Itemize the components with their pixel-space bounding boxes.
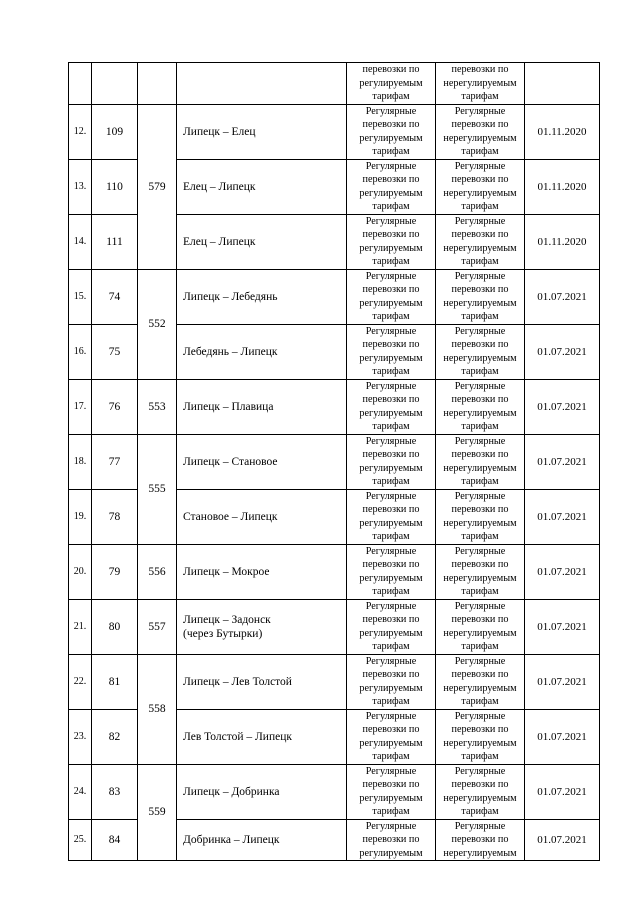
type-lines bbox=[347, 215, 435, 269]
cell-new-transport-type bbox=[436, 63, 525, 105]
new-type-line: перевозки по bbox=[451, 669, 509, 680]
new-type-line: тарифам bbox=[461, 641, 499, 652]
cell-route-number: 555 bbox=[138, 434, 177, 544]
cell-new-transport-type bbox=[436, 269, 525, 324]
type-line: перевозки по bbox=[362, 174, 420, 185]
cell-route-name bbox=[177, 214, 347, 269]
new-type-line: перевозки по bbox=[451, 724, 509, 735]
type-line: регулируемым bbox=[359, 132, 423, 144]
type-line: перевозки по bbox=[362, 449, 420, 460]
cell-date: 01.07.2021 bbox=[525, 599, 600, 654]
cell-num: 22. bbox=[69, 654, 92, 709]
new-type-line: Регулярные bbox=[454, 710, 506, 722]
type-line: Регулярные bbox=[365, 325, 417, 337]
cell-route-name bbox=[177, 63, 347, 105]
new-type-line: нерегулируемым bbox=[443, 132, 517, 144]
cell-reg-number: 80 bbox=[92, 599, 138, 654]
cell-route-name bbox=[177, 104, 347, 159]
new-type-line: перевозки по bbox=[451, 504, 509, 515]
cell-reg-number: 74 bbox=[92, 269, 138, 324]
new-type-lines bbox=[436, 380, 524, 434]
routes-table bbox=[68, 62, 600, 861]
type-line: тарифам bbox=[372, 806, 410, 817]
new-type-line: нерегулируемым bbox=[443, 407, 517, 419]
new-type-line: Регулярные bbox=[454, 435, 506, 447]
cell-new-transport-type bbox=[436, 819, 525, 861]
cell-date: 01.07.2021 bbox=[525, 434, 600, 489]
type-line: тарифам bbox=[372, 146, 410, 157]
new-type-lines bbox=[436, 545, 524, 599]
type-line: Регулярные bbox=[365, 270, 417, 282]
new-type-line: Регулярные bbox=[454, 270, 506, 282]
type-line: регулируемым bbox=[359, 517, 423, 529]
route-name-line: Липецк – Мокрое bbox=[183, 565, 270, 578]
type-line: тарифам bbox=[372, 641, 410, 652]
cell-reg-number: 82 bbox=[92, 709, 138, 764]
new-type-lines bbox=[436, 710, 524, 764]
cell-route-name bbox=[177, 544, 347, 599]
cell-route-number: 579 bbox=[138, 104, 177, 269]
type-line: Регулярные bbox=[365, 380, 417, 392]
new-type-line: нерегулируемым bbox=[443, 737, 517, 749]
new-type-line: Регулярные bbox=[454, 655, 506, 667]
cell-route-name bbox=[177, 489, 347, 544]
cell-transport-type bbox=[347, 654, 436, 709]
type-line: регулируемым bbox=[359, 792, 423, 804]
cell-date: 01.07.2021 bbox=[525, 489, 600, 544]
cell-num: 12. bbox=[69, 104, 92, 159]
cell-transport-type bbox=[347, 709, 436, 764]
cell-route-name bbox=[177, 709, 347, 764]
new-type-line: нерегулируемым bbox=[443, 242, 517, 254]
new-type-line: перевозки по bbox=[451, 64, 509, 75]
cell-transport-type bbox=[347, 434, 436, 489]
type-lines bbox=[347, 710, 435, 764]
route-name-line: Лев Толстой – Липецк bbox=[183, 730, 292, 743]
type-lines bbox=[347, 545, 435, 599]
new-type-line: Регулярные bbox=[454, 380, 506, 392]
new-type-line: Регулярные bbox=[454, 160, 506, 172]
cell-route-name bbox=[177, 654, 347, 709]
type-line: Регулярные bbox=[365, 490, 417, 502]
type-line: регулируемым bbox=[359, 297, 423, 309]
cell-route-number: 558 bbox=[138, 654, 177, 764]
cell-reg-number bbox=[92, 63, 138, 105]
cell-num: 24. bbox=[69, 764, 92, 819]
route-name-line: Добринка – Липецк bbox=[183, 833, 280, 846]
type-line: перевозки по bbox=[362, 614, 420, 625]
new-type-line: Регулярные bbox=[454, 215, 506, 227]
cell-date: 01.07.2021 bbox=[525, 269, 600, 324]
table-row bbox=[69, 434, 600, 489]
cell-new-transport-type bbox=[436, 599, 525, 654]
cell-date: 01.07.2021 bbox=[525, 709, 600, 764]
type-line: тарифам bbox=[372, 476, 410, 487]
cell-route-name bbox=[177, 159, 347, 214]
cell-num: 20. bbox=[69, 544, 92, 599]
cell-date: 01.11.2020 bbox=[525, 214, 600, 269]
type-line: тарифам bbox=[372, 366, 410, 377]
cell-transport-type bbox=[347, 214, 436, 269]
type-lines bbox=[347, 105, 435, 159]
route-name-line: Елец – Липецк bbox=[183, 235, 256, 248]
cell-date: 01.07.2021 bbox=[525, 544, 600, 599]
type-line: перевозки по bbox=[362, 64, 420, 75]
cell-num: 21. bbox=[69, 599, 92, 654]
type-line: перевозки по bbox=[362, 669, 420, 680]
route-name-line: Елец – Липецк bbox=[183, 180, 256, 193]
new-type-line: тарифам bbox=[461, 366, 499, 377]
new-type-lines bbox=[436, 270, 524, 324]
new-type-line: тарифам bbox=[461, 751, 499, 762]
new-type-line: нерегулируемым bbox=[443, 77, 517, 89]
cell-reg-number: 76 bbox=[92, 379, 138, 434]
type-line: Регулярные bbox=[365, 600, 417, 612]
type-line: регулируемым bbox=[359, 77, 423, 89]
table-row bbox=[69, 544, 600, 599]
type-line: регулируемым bbox=[359, 242, 423, 254]
type-line: тарифам bbox=[372, 256, 410, 267]
type-line: перевозки по bbox=[362, 724, 420, 735]
route-name-line: Липецк – Задонск bbox=[183, 613, 271, 626]
new-type-lines bbox=[436, 655, 524, 709]
type-line: Регулярные bbox=[365, 215, 417, 227]
type-line: Регулярные bbox=[365, 105, 417, 117]
new-type-lines bbox=[436, 765, 524, 819]
type-line: регулируемым bbox=[359, 572, 423, 584]
cell-reg-number: 81 bbox=[92, 654, 138, 709]
cell-date: 01.07.2021 bbox=[525, 379, 600, 434]
cell-num: 14. bbox=[69, 214, 92, 269]
type-line: перевозки по bbox=[362, 394, 420, 405]
new-type-line: перевозки по bbox=[451, 284, 509, 295]
new-type-line: нерегулируемым bbox=[443, 627, 517, 639]
new-type-line: нерегулируемым bbox=[443, 682, 517, 694]
type-line: регулируемым bbox=[359, 352, 423, 364]
cell-num: 25. bbox=[69, 819, 92, 861]
cell-reg-number: 110 bbox=[92, 159, 138, 214]
cell-reg-number: 83 bbox=[92, 764, 138, 819]
cell-route-number: 559 bbox=[138, 764, 177, 861]
table-row bbox=[69, 379, 600, 434]
cell-date bbox=[525, 63, 600, 105]
type-line: Регулярные bbox=[365, 435, 417, 447]
cell-route-name bbox=[177, 819, 347, 861]
new-type-lines bbox=[436, 160, 524, 214]
cell-transport-type bbox=[347, 63, 436, 105]
new-type-line: тарифам bbox=[461, 696, 499, 707]
new-type-line: перевозки по bbox=[451, 779, 509, 790]
type-line: тарифам bbox=[372, 91, 410, 102]
type-line: тарифам bbox=[372, 586, 410, 597]
continuation-row bbox=[69, 63, 600, 105]
new-type-line: Регулярные bbox=[454, 600, 506, 612]
type-line: тарифам bbox=[372, 201, 410, 212]
new-type-line: нерегулируемым bbox=[443, 352, 517, 364]
new-type-line: Регулярные bbox=[454, 490, 506, 502]
new-type-line: Регулярные bbox=[454, 545, 506, 557]
new-type-line: Регулярные bbox=[454, 325, 506, 337]
type-lines bbox=[347, 600, 435, 654]
type-lines bbox=[347, 655, 435, 709]
routes-table-body bbox=[69, 63, 600, 861]
new-type-line: перевозки по bbox=[451, 449, 509, 460]
cell-transport-type bbox=[347, 324, 436, 379]
cell-new-transport-type bbox=[436, 654, 525, 709]
cell-transport-type bbox=[347, 269, 436, 324]
cell-reg-number: 77 bbox=[92, 434, 138, 489]
new-type-line: перевозки по bbox=[451, 339, 509, 350]
new-type-line: перевозки по bbox=[451, 394, 509, 405]
cell-transport-type bbox=[347, 379, 436, 434]
new-type-lines bbox=[436, 490, 524, 544]
cell-route-number bbox=[138, 63, 177, 105]
cell-new-transport-type bbox=[436, 159, 525, 214]
cell-num: 15. bbox=[69, 269, 92, 324]
cell-new-transport-type bbox=[436, 214, 525, 269]
route-name-line: Липецк – Лебедянь bbox=[183, 290, 278, 303]
cell-reg-number: 111 bbox=[92, 214, 138, 269]
new-type-line: тарифам bbox=[461, 476, 499, 487]
new-type-line: перевозки по bbox=[451, 119, 509, 130]
table-row bbox=[69, 764, 600, 819]
new-type-line: перевозки по bbox=[451, 614, 509, 625]
new-type-line: перевозки по bbox=[451, 834, 509, 845]
cell-num: 18. bbox=[69, 434, 92, 489]
cell-route-number: 553 bbox=[138, 379, 177, 434]
type-line: тарифам bbox=[372, 751, 410, 762]
type-line: перевозки по bbox=[362, 559, 420, 570]
new-type-line: тарифам bbox=[461, 531, 499, 542]
cell-date: 01.07.2021 bbox=[525, 764, 600, 819]
new-type-line: перевозки по bbox=[451, 559, 509, 570]
route-name-line: Липецк – Лев Толстой bbox=[183, 675, 292, 688]
new-type-lines bbox=[436, 105, 524, 159]
cell-transport-type bbox=[347, 764, 436, 819]
new-type-line: тарифам bbox=[461, 91, 499, 102]
cell-transport-type bbox=[347, 599, 436, 654]
type-line: Регулярные bbox=[365, 545, 417, 557]
cell-new-transport-type bbox=[436, 709, 525, 764]
new-type-line: нерегулируемым bbox=[443, 517, 517, 529]
cell-new-transport-type bbox=[436, 489, 525, 544]
route-name-line: Лебедянь – Липецк bbox=[183, 345, 278, 358]
type-line: перевозки по bbox=[362, 284, 420, 295]
new-type-line: Регулярные bbox=[454, 765, 506, 777]
table-row bbox=[69, 269, 600, 324]
new-type-line: тарифам bbox=[461, 256, 499, 267]
new-type-line: Регулярные bbox=[454, 820, 506, 832]
new-type-line: перевозки по bbox=[451, 174, 509, 185]
cell-route-name bbox=[177, 379, 347, 434]
type-line: перевозки по bbox=[362, 119, 420, 130]
type-line: регулируемым bbox=[359, 682, 423, 694]
cell-new-transport-type bbox=[436, 434, 525, 489]
cell-date: 01.11.2020 bbox=[525, 159, 600, 214]
cell-date: 01.07.2021 bbox=[525, 819, 600, 861]
type-line: перевозки по bbox=[362, 779, 420, 790]
new-type-line: тарифам bbox=[461, 146, 499, 157]
cell-num: 17. bbox=[69, 379, 92, 434]
type-line: перевозки по bbox=[362, 504, 420, 515]
cell-route-number: 552 bbox=[138, 269, 177, 379]
type-line: тарифам bbox=[372, 696, 410, 707]
cell-new-transport-type bbox=[436, 544, 525, 599]
table-row bbox=[69, 599, 600, 654]
type-line: Регулярные bbox=[365, 710, 417, 722]
new-type-line: тарифам bbox=[461, 586, 499, 597]
type-line: Регулярные bbox=[365, 160, 417, 172]
cell-num bbox=[69, 63, 92, 105]
route-name-line: Становое – Липецк bbox=[183, 510, 278, 523]
cell-transport-type bbox=[347, 819, 436, 861]
route-name-line: Липецк – Плавица bbox=[183, 400, 274, 413]
new-type-line: нерегулируемым bbox=[443, 462, 517, 474]
new-type-lines bbox=[436, 820, 524, 861]
table-row bbox=[69, 654, 600, 709]
new-type-line: нерегулируемым bbox=[443, 187, 517, 199]
new-type-line: нерегулируемым bbox=[443, 297, 517, 309]
route-name-line: Липецк – Елец bbox=[183, 125, 256, 138]
type-line: тарифам bbox=[372, 531, 410, 542]
new-type-line: нерегулируемым bbox=[443, 847, 517, 859]
new-type-lines bbox=[436, 325, 524, 379]
cell-num: 16. bbox=[69, 324, 92, 379]
cell-route-name bbox=[177, 764, 347, 819]
cell-new-transport-type bbox=[436, 104, 525, 159]
new-type-line: тарифам bbox=[461, 311, 499, 322]
type-lines bbox=[347, 435, 435, 489]
cell-date: 01.07.2021 bbox=[525, 654, 600, 709]
route-name-line: Липецк – Становое bbox=[183, 455, 278, 468]
table-row bbox=[69, 104, 600, 159]
cell-reg-number: 78 bbox=[92, 489, 138, 544]
type-lines bbox=[347, 820, 435, 861]
new-type-line: Регулярные bbox=[454, 105, 506, 117]
type-lines bbox=[347, 380, 435, 434]
cell-route-name bbox=[177, 269, 347, 324]
type-line: Регулярные bbox=[365, 655, 417, 667]
cell-transport-type bbox=[347, 159, 436, 214]
type-lines bbox=[347, 490, 435, 544]
type-lines bbox=[347, 270, 435, 324]
new-type-line: нерегулируемым bbox=[443, 572, 517, 584]
new-type-line: нерегулируемым bbox=[443, 792, 517, 804]
cell-num: 23. bbox=[69, 709, 92, 764]
cell-route-name bbox=[177, 434, 347, 489]
new-type-line: перевозки по bbox=[451, 229, 509, 240]
cell-reg-number: 79 bbox=[92, 544, 138, 599]
type-line: регулируемым bbox=[359, 737, 423, 749]
cell-reg-number: 75 bbox=[92, 324, 138, 379]
route-name-line: (через Бутырки) bbox=[183, 627, 263, 640]
cell-route-number: 557 bbox=[138, 599, 177, 654]
type-line: тарифам bbox=[372, 421, 410, 432]
cell-reg-number: 84 bbox=[92, 819, 138, 861]
type-line: перевозки по bbox=[362, 339, 420, 350]
type-line: регулируемым bbox=[359, 187, 423, 199]
type-line: регулируемым bbox=[359, 627, 423, 639]
new-type-line: тарифам bbox=[461, 806, 499, 817]
cell-transport-type bbox=[347, 104, 436, 159]
cell-date: 01.07.2021 bbox=[525, 324, 600, 379]
type-line: Регулярные bbox=[365, 820, 417, 832]
new-type-lines bbox=[436, 215, 524, 269]
type-line: перевозки по bbox=[362, 834, 420, 845]
cell-new-transport-type bbox=[436, 324, 525, 379]
type-lines bbox=[347, 325, 435, 379]
cell-date: 01.11.2020 bbox=[525, 104, 600, 159]
type-line: Регулярные bbox=[365, 765, 417, 777]
new-type-line: тарифам bbox=[461, 421, 499, 432]
type-line: регулируемым bbox=[359, 407, 423, 419]
cell-transport-type bbox=[347, 544, 436, 599]
cell-new-transport-type bbox=[436, 764, 525, 819]
type-line: регулируемым bbox=[359, 462, 423, 474]
cell-num: 13. bbox=[69, 159, 92, 214]
cell-num: 19. bbox=[69, 489, 92, 544]
cell-reg-number: 109 bbox=[92, 104, 138, 159]
type-line: перевозки по bbox=[362, 229, 420, 240]
cell-transport-type bbox=[347, 489, 436, 544]
cell-new-transport-type bbox=[436, 379, 525, 434]
type-lines bbox=[347, 160, 435, 214]
route-name-line: Липецк – Добринка bbox=[183, 785, 280, 798]
type-line: тарифам bbox=[372, 311, 410, 322]
cell-route-number: 556 bbox=[138, 544, 177, 599]
type-line: регулируемым bbox=[359, 847, 423, 859]
cell-route-name bbox=[177, 324, 347, 379]
cell-route-name bbox=[177, 599, 347, 654]
type-lines bbox=[347, 765, 435, 819]
new-type-line: тарифам bbox=[461, 201, 499, 212]
new-type-lines bbox=[436, 600, 524, 654]
new-type-lines bbox=[436, 435, 524, 489]
